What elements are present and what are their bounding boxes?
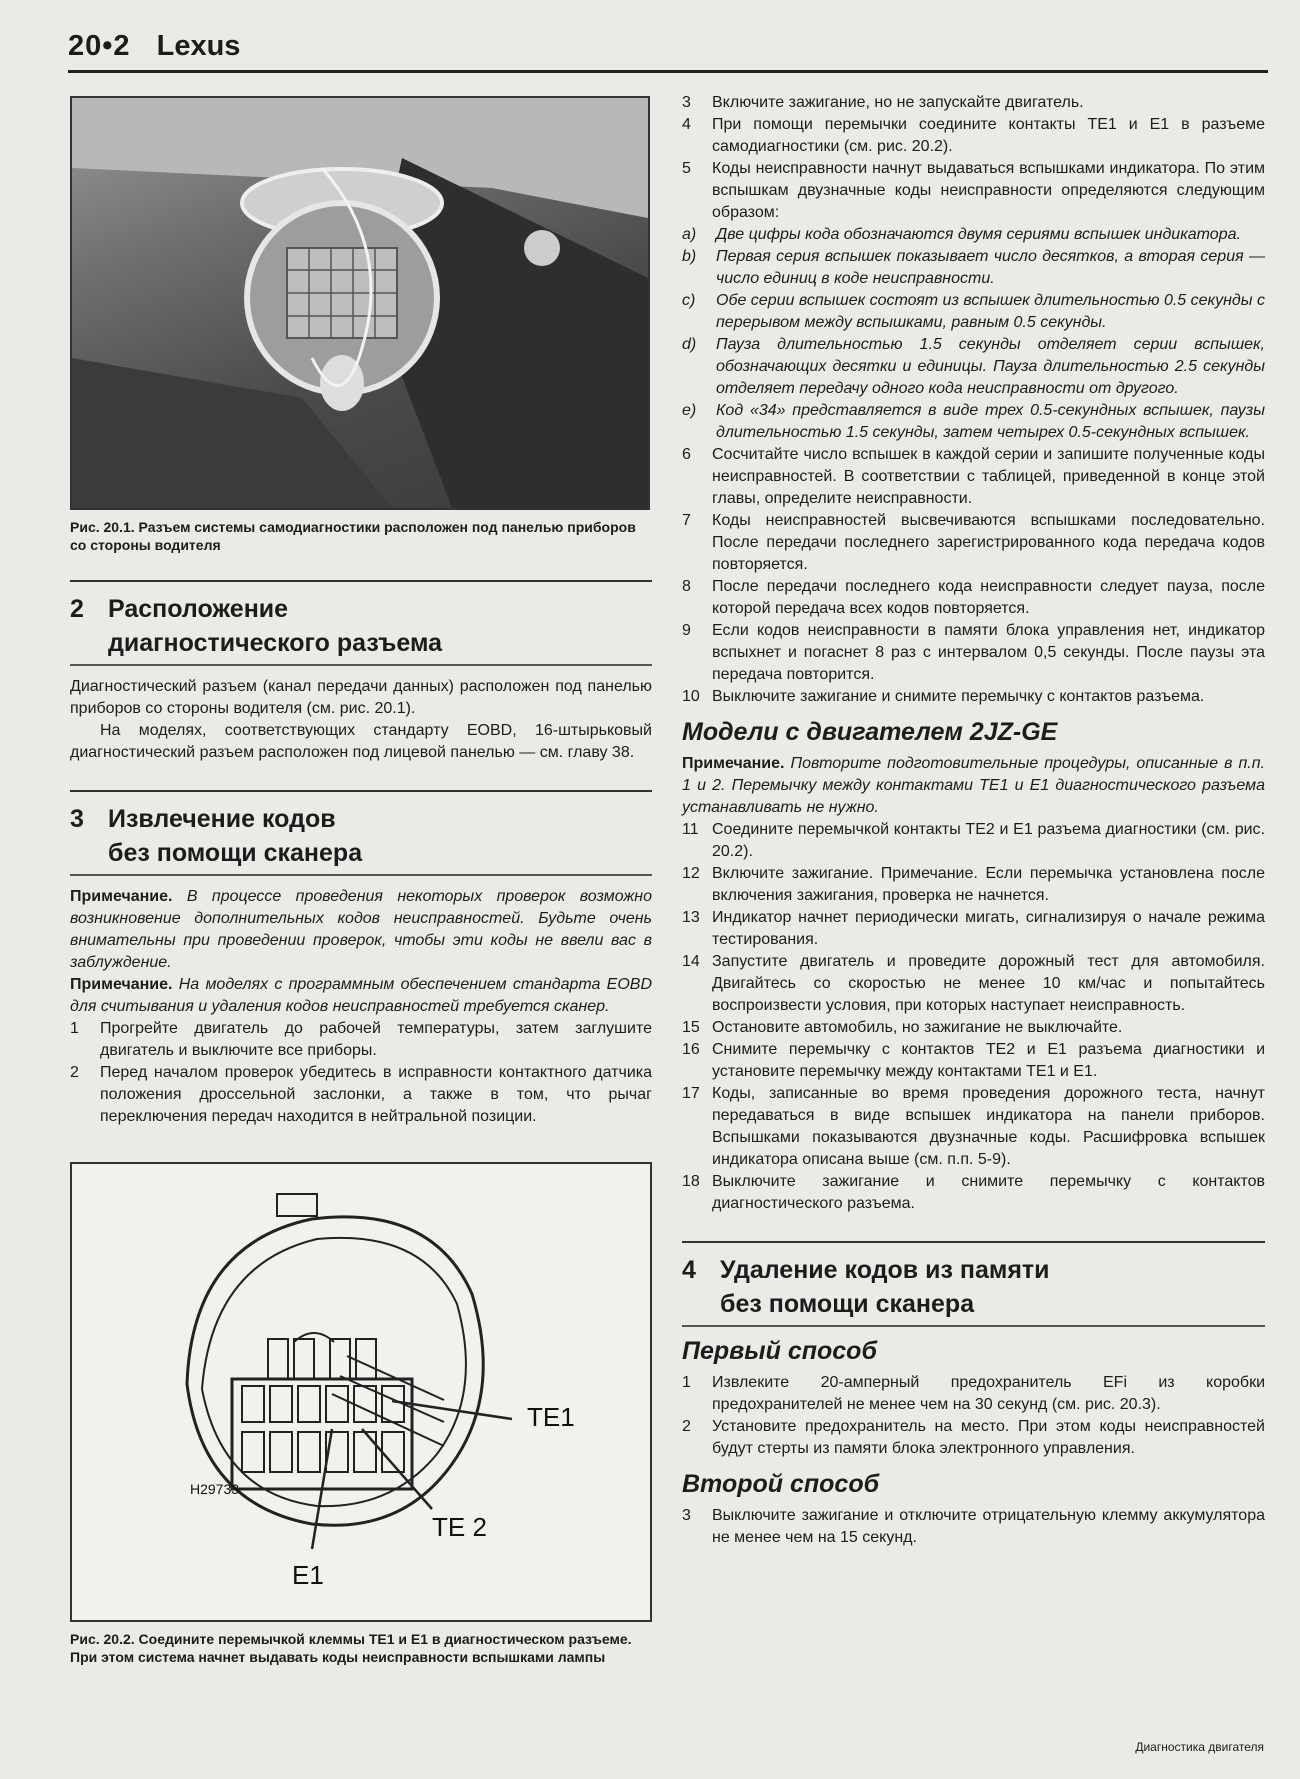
- section-heading: [70, 580, 652, 660]
- figure-code: H29733: [190, 1481, 240, 1497]
- figure-caption: Рис. 20.1. Разъем системы самодиагностики расположен под панелью приборов со стороны водителя: [70, 519, 636, 553]
- lettered-item: e) Код «34» представляется в виде трех 0.5-секундных вспышек, паузы длительностью 1.5 секунды, затем четырех 0.5-секундных вспышек.: [682, 402, 1265, 441]
- list-item: 8 После передачи последнего кода неисправности следует пауза, после которой передача всех кодов повторяется.: [682, 578, 1265, 617]
- section-title-line2: без помощи сканера: [108, 839, 363, 867]
- section-title-line2: без помощи сканера: [720, 1290, 975, 1318]
- page-footer: Диагностика двигателя: [1135, 1740, 1264, 1754]
- list-item: 2 Установите предохранитель на место. При этом коды неисправностей будут стерты из памяти блока электронного управления.: [682, 1418, 1265, 1457]
- list-item: 1 Прогрейте двигатель до рабочей температуры, затем заглушите двигатель и выключите все приборы.: [70, 1020, 652, 1059]
- list-item: 17 Коды, записанные во время проведения дорожного теста, начнут передаваться в виде вспышек индикатора на панели приборов. Вспышками показываются двузначные коды. Расшифровка вспышек индикатора описана выше (см. п.п. 5-9).: [682, 1085, 1265, 1168]
- section-rule: [70, 664, 652, 666]
- header-rule: [68, 70, 1268, 73]
- list-item: 1 Извлеките 20-амперный предохранитель EFi из коробки предохранителей не менее чем на 30 секунд (см. рис. 20.3).: [682, 1374, 1265, 1413]
- note-label: Примечание.: [70, 888, 173, 905]
- list-item: 9 Если кодов неисправности в памяти блока управления нет, индикатор вспыхнет и погаснет 8 раз с интервалом 0,5 секунды. После паузы эта передача повторится.: [682, 622, 1265, 683]
- section-rule: [70, 874, 652, 876]
- note-text: Повторите подготовительные процедуры, описанные в п.п. 1 и 2. Перемычку между контактами TE1 и E1 диагностического разъема устанавливать не нужно.: [682, 755, 1266, 816]
- section-rule: [682, 1325, 1265, 1327]
- lettered-item: b) Первая серия вспышек показывает число десятков, а вторая серия — число единиц в коде неисправности.: [682, 248, 1265, 287]
- photo-illustration: [72, 98, 648, 508]
- page-number: 20•2: [68, 30, 131, 62]
- book-title: Lexus: [156, 30, 241, 62]
- te2-label: TE 2: [432, 1512, 487, 1542]
- list-item: 10 Выключите зажигание и снимите перемычку с контактов разъема.: [682, 688, 1205, 705]
- list-item: 18 Выключите зажигание и снимите перемычку с контактов диагностического разъема.: [682, 1173, 1265, 1212]
- list-item: 3 Включите зажигание, но не запускайте двигатель.: [682, 94, 1084, 111]
- lettered-item: a) Две цифры кода обозначаются двумя сериями вспышек индикатора.: [682, 226, 1241, 243]
- section-heading: [70, 790, 652, 870]
- list-item: 6 Сосчитайте число вспышек в каждой серии и запишите полученные коды неисправностей. В соответствии с таблицей, приведенной в конце этой главы, определите неисправности.: [682, 446, 1265, 507]
- section-title: Удаление кодов из памяти: [720, 1256, 1050, 1284]
- paragraph: На моделях, соответствующих стандарту EOBD, 16-штырьковый диагностический разъем расположен под лицевой панелью — см. главу 38.: [70, 722, 652, 761]
- list-item: 4 При помощи перемычки соедините контакты TE1 и E1 в разъеме самодиагностики (см. рис. 20.2).: [682, 116, 1265, 155]
- list-item: 12 Включите зажигание. Примечание. Если перемычка установлена после включения зажигания, проверка не начнется.: [682, 865, 1265, 904]
- section-number: 2: [70, 595, 84, 623]
- subheading: Модели с двигателем 2JZ-GE: [682, 718, 1058, 746]
- left-column: [70, 96, 652, 1666]
- list-item: 16 Снимите перемычку с контактов TE2 и E1 разъема диагностики и установите перемычку между контактами TE1 и E1.: [682, 1041, 1265, 1080]
- list-item: 13 Индикатор начнет периодически мигать, сигнализируя о начале режима тестирования.: [682, 909, 1265, 948]
- section-title: Расположение: [108, 595, 289, 623]
- connector-diagram: [70, 1162, 652, 1622]
- right-column: [682, 92, 1265, 1549]
- diagram-drawing: [72, 1164, 650, 1620]
- figure-caption: Рис. 20.2. Соедините перемычкой клеммы TE1 и E1 в диагностическом разъеме. При этом система начнет выдавать коды неисправности вспышками лампы: [70, 1631, 632, 1665]
- subheading: Второй способ: [682, 1470, 880, 1498]
- lettered-item: c) Обе серии вспышек состоят из вспышек длительностью 0.5 секунды с перерывом между вспышками, равным 0.5 секунды.: [682, 292, 1265, 331]
- section-title-line2: диагностического разъема: [108, 629, 443, 657]
- note-text: На моделях с программным обеспечением стандарта EOBD для считывания и удаления кодов неисправностей требуется сканер.: [70, 976, 653, 1015]
- note: [70, 886, 652, 974]
- te1-label: TE1: [527, 1402, 575, 1432]
- section-number: 4: [682, 1256, 696, 1284]
- note: [682, 753, 1265, 819]
- list-item: 11 Соедините перемычкой контакты TE2 и E1 разъема диагностики (см. рис. 20.2).: [682, 821, 1265, 860]
- list-item: 3 Выключите зажигание и отключите отрицательную клемму аккумулятора не менее чем на 15 секунд.: [682, 1507, 1265, 1546]
- connector-photo: [70, 96, 650, 510]
- list-item: 7 Коды неисправностей высвечиваются вспышками последовательно. После передачи последнего зарегистрированного кода передача кодов повторяется.: [682, 512, 1265, 573]
- paragraph: Диагностический разъем (канал передачи данных) расположен под панелью приборов со стороны водителя (см. рис. 20.1).: [70, 678, 652, 717]
- section-title: Извлечение кодов: [108, 805, 336, 833]
- list-item: 15 Остановите автомобиль, но зажигание не выключайте.: [682, 1019, 1123, 1036]
- section-number: 3: [70, 805, 84, 833]
- subheading: Первый способ: [682, 1337, 877, 1365]
- note-label: Примечание.: [70, 976, 173, 993]
- list-item: 14 Запустите двигатель и проведите дорожный тест для автомобиля. Двигайтесь со скоростью не менее 10 км/час и попытайтесь воспроизвести условия, при которых наступает неисправность.: [682, 953, 1265, 1014]
- note-text: В процессе проведения некоторых проверок возможно возникновение дополнительных кодов неисправностей. Будьте очень внимательны при проведении проверок, чтобы эти коды не ввели вас в заблуждение.: [70, 888, 652, 971]
- e1-label: E1: [292, 1560, 324, 1590]
- section-heading: [682, 1241, 1265, 1321]
- note-label: Примечание.: [682, 755, 785, 772]
- note: [70, 974, 652, 1018]
- list-item: 5 Коды неисправности начнут выдаваться вспышками индикатора. По этим вспышкам двузначные коды неисправности определяются следующим образом:: [682, 160, 1265, 221]
- lettered-item: d) Пауза длительностью 1.5 секунды отделяет серии вспышек, обозначающих десятки и единицы. Пауза длительностью 2.5 секунды отделяет передачу одного кода неисправности от другого.: [682, 336, 1265, 397]
- page-header: [68, 30, 240, 63]
- list-item: 2 Перед началом проверок убедитесь в исправности контактного датчика положения дроссельной заслонки, а также в том, что рычаг переключения передач находится в нейтральной позиции.: [70, 1064, 652, 1125]
